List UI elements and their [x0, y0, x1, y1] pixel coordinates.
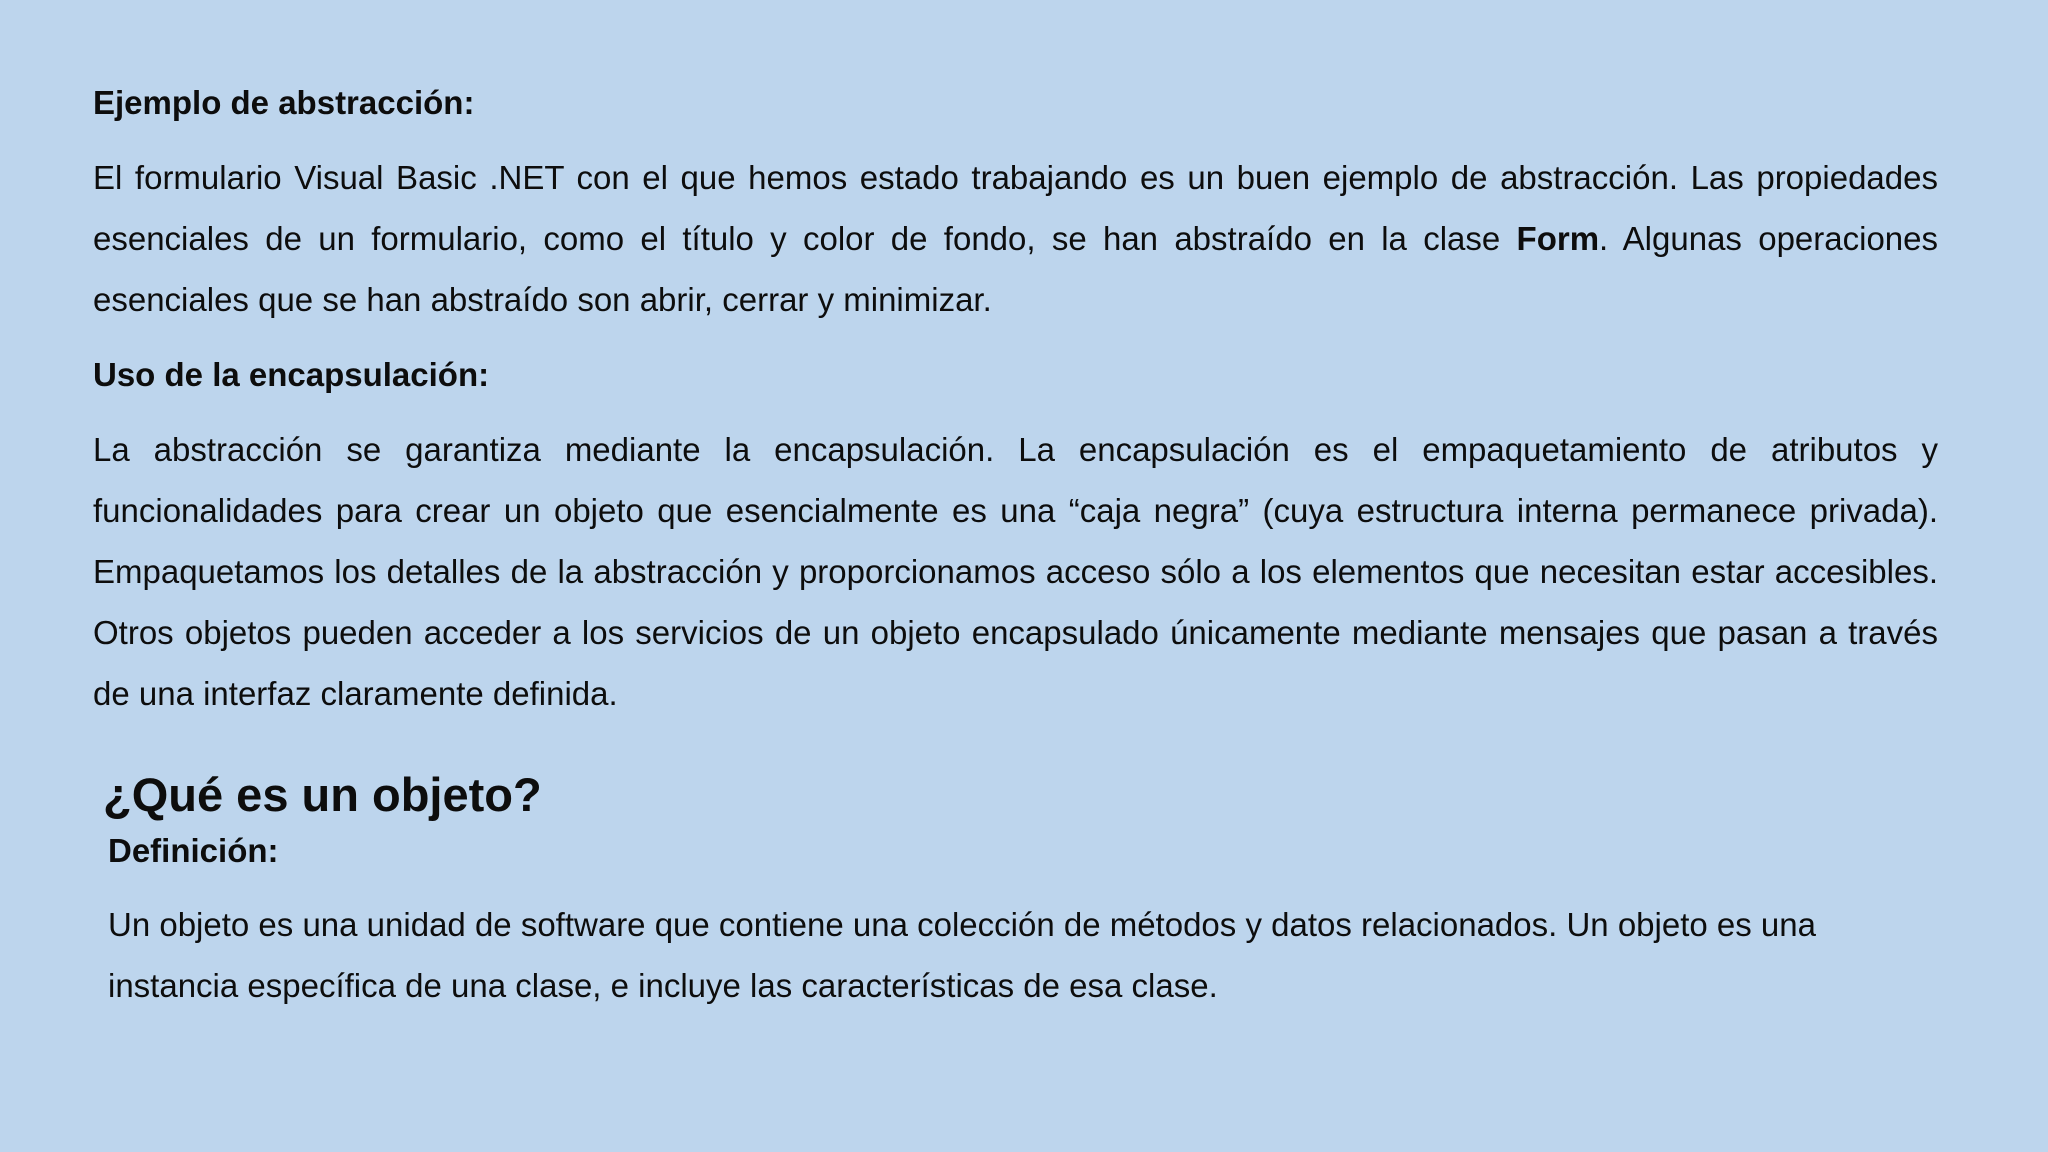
abstraction-example-paragraph	[93, 147, 1938, 330]
abstraction-example-heading: Ejemplo de abstracción:	[93, 84, 475, 121]
abstraction-text-end: . Algunas operaciones esenciales que se han abstraído son abrir, cerrar y minimizar.	[93, 220, 1939, 318]
object-definition-section	[103, 764, 1933, 1016]
definition-paragraph: Un objeto es una unidad de software que contiene una colección de métodos y datos relacionados. Un objeto es una instancia específica de una clase, e incluye las características de esa clase.	[108, 906, 1816, 1004]
form-class-name: Form	[1516, 220, 1600, 257]
encapsulation-heading: Uso de la encapsulación:	[93, 356, 490, 393]
abstraction-encapsulation-section	[93, 72, 1938, 724]
object-title: ¿Qué es un objeto?	[103, 768, 542, 821]
encapsulation-paragraph: La abstracción se garantiza mediante la encapsulación. La encapsulación es el empaquetamiento de atributos y funcionalidades para crear un objeto que esencialmente es una “caja negra” (cuya estructura interna permanece privada). Empaquetamos los detalles de la abstracción y proporcionamos acceso sólo a los elementos que necesitan estar accesibles. Otros objetos pueden acceder a los servicios de un objeto encapsulado únicamente mediante mensajes que pasan a través de una interfaz claramente definida.	[93, 431, 1938, 712]
definition-heading: Definición:	[108, 832, 279, 869]
abstraction-text-start: El formulario Visual Basic .NET con el que hemos estado trabajando es un buen ejemplo de abstracción. Las propiedades esenciales de un formulario, como el título y color de fondo, se han abstraído en la clase	[93, 159, 1938, 257]
